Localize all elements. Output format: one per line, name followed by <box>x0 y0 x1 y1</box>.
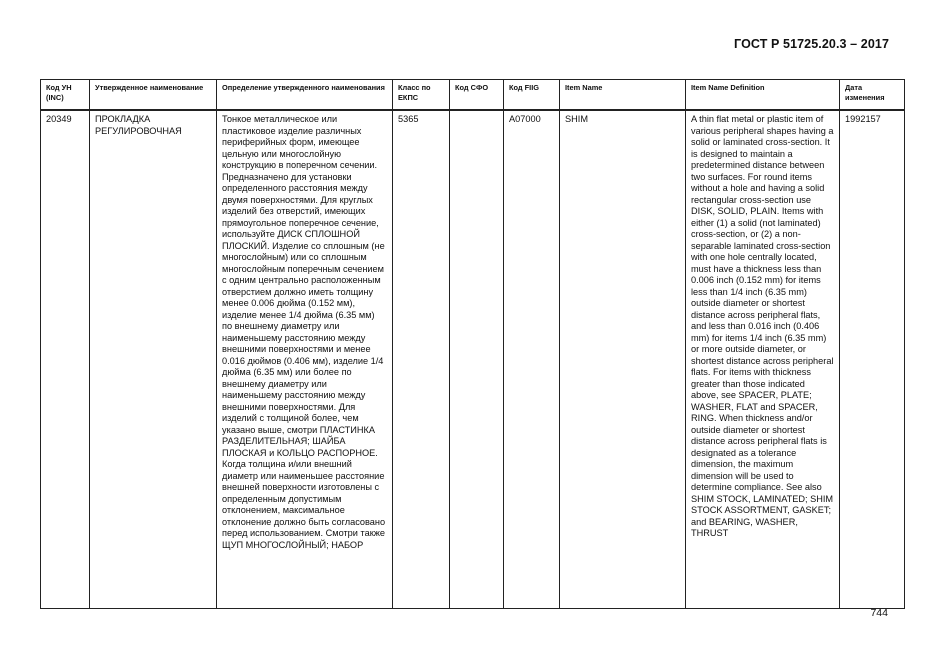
cell-change-date: 1992157 <box>840 110 905 609</box>
column-header-approved-name: Утвержденное наименование <box>90 80 217 111</box>
cell-item-name-definition: A thin flat metal or plastic item of various peripheral shapes having a solid or laminated cross-section. It is designed to maintain a predetermined distance between two surfaces. For round items without a hole and having a solid rectangular cross-section use DISK, SOLID, PLAIN. Items with either (1) a solid (not laminated) cross-section, or (2) a non-separable laminated cross-section with one hole centrally located, must have a thickness less than 0.006 inch (0.152 mm) for items less than 1/4 inch (6.35 mm) outside diameter or shortest distance across peripheral flats, and less than 0.016 inch (0.406 mm) for items 1/4 inch (6.35 mm) or more outside diameter, or shortest distance across peripheral flats. For items with thickness greater than those indicated above, see SPACER, PLATE; WASHER, FLAT and SPACER, RING. When thickness and/or outside diameter or shortest distance across peripheral flats is designated as a tolerance dimension, the maximum dimension will be used to determine compliance. See also SHIM STOCK, LAMINATED; SHIM STOCK ASSORTMENT, GASKET; and BEARING, WASHER, THRUST <box>686 110 840 609</box>
column-header-change-date: Дата изменения <box>840 80 905 111</box>
cell-ekps-class: 5365 <box>393 110 450 609</box>
table-row <box>41 110 905 609</box>
column-header-item-name: Item Name <box>560 80 686 111</box>
cell-fiig-code: A07000 <box>504 110 560 609</box>
table-header-row <box>41 80 905 111</box>
column-header-inc: Код УН (INC) <box>41 80 90 111</box>
column-header-ekps-class: Класс по ЕКПС <box>393 80 450 111</box>
column-header-fiig-code: Код FIIG <box>504 80 560 111</box>
cell-item-name: SHIM <box>560 110 686 609</box>
column-header-item-name-definition: Item Name Definition <box>686 80 840 111</box>
column-header-definition: Определение утвержденного наименования <box>217 80 393 111</box>
cell-sfo-code <box>450 110 504 609</box>
page-number: 744 <box>870 607 888 619</box>
cell-inc: 20349 <box>41 110 90 609</box>
column-header-sfo-code: Код СФО <box>450 80 504 111</box>
cell-definition-ru: Тонкое металлическое или пластиковое изделие различных периферийных форм, имеющее цельную или многослойную конструкцию в поперечном сечении. Предназначено для установки определенного расстояния между двумя поверхностями. Для круглых изделий без отверстий, имеющих прямоугольное поперечное сечение, используйте ДИСК СПЛОШНОЙ ПЛОСКИЙ. Изделие со сплошным (не многослойным) или со сплошным многослойным поперечным сечением с одним центрально расположенным отверстием должно иметь толщину менее 0.006 дюйма (0.152 мм), изделие менее 1/4 дюйма (6.35 мм) по внешнему диаметру или наименьшему расстоянию между внешними поверхностями и менее 0.016 дюймов (0.406 мм), изделие 1/4 дюйма (6.35 мм) или более по внешнему диаметру или наименьшему расстоянию между внешними поверхностями. Для изделий с толщиной более, чем указано выше, смотри ПЛАСТИНКА РАЗДЕЛИТЕЛЬНАЯ; ШАЙБА ПЛОСКАЯ и КОЛЬЦО РАСПОРНОЕ. Когда толщина и/или внешний диаметр или наименьшее расстояние внешней поверхности изготовлены с определенным допустимым отклонением, максимальное отклонение должно быть согласовано перед использованием. Смотри также ЩУП МНОГОСЛОЙНЫЙ; НАБОР <box>217 110 393 609</box>
cell-approved-name: ПРОКЛАДКА РЕГУЛИРОВОЧНАЯ <box>90 110 217 609</box>
classification-table <box>40 79 905 609</box>
document-code: ГОСТ Р 51725.20.3 – 2017 <box>734 37 889 51</box>
